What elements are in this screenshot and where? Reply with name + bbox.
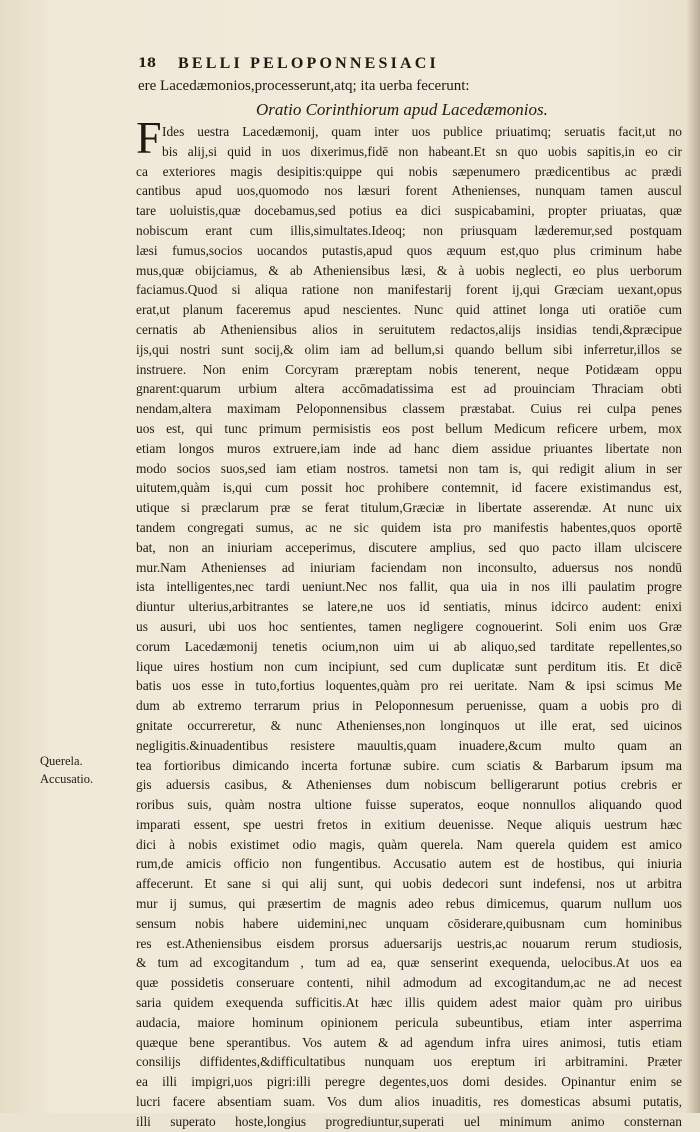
text-line: mus,quæ obijciamus, & ab Atheniensibus læsi, & à uobis neglecti, eo plus uerborum bbox=[136, 262, 682, 278]
text-line: imparati essent, spe uestri fretos in exitium deuenisse. Neque aliquis uestrum hæc bbox=[136, 816, 682, 832]
text-line: illi superato hoste,longius progrediuntur,superati uel minimum animo consternan bbox=[136, 1113, 682, 1129]
text-line: tare uoluistis,quæ docebamus,sed potius ea dici suspicabamini, propter priuatas, quæ bbox=[136, 203, 682, 219]
text-line: nendam,altera maximam Peloponnensibus classem præstabat. Cuius rei culpa penes bbox=[136, 401, 682, 417]
text-line: bis alij,si quid in uos dixerimus,fidē non habeant.Et sn quo uobis sapitis,in eo cir bbox=[162, 143, 682, 159]
text-line: tandem congregati sumus, ac ne sic quidem ista pro manifestis habentes,quos oportē bbox=[136, 519, 682, 535]
text-line: Ides uestra Lacedæmonij, quam inter uos publice priuatimq; seruatis facit,ut no bbox=[162, 124, 682, 139]
text-line: lucri facere absentiam suam. Vos dum alios inuaditis, res domesticas absumi putatis, bbox=[136, 1094, 682, 1110]
page-number: 18 bbox=[138, 56, 157, 71]
text-line: instruere. Non enim Corcyram præreptam nobis tenerent, neque Potidæam oppu bbox=[136, 361, 682, 377]
margin-notes bbox=[40, 752, 132, 788]
text-line: lique uires hostium non cum incipiunt, sed cum duplicatæ sunt perditum itis. Et dicē bbox=[136, 658, 682, 674]
text-line: affecerunt. Et sane si qui alij sunt, qui uobis dedecori sunt indefensi, nos ut arbitra bbox=[136, 876, 682, 892]
text-line: faciamus.Quod si aliqua ratione non manifestarij forent ij,qui Græciam uexant,opus bbox=[136, 282, 682, 298]
text-line: corum Lacedæmonij tenetis ocium,non uim ui ab aliquo,sed tarditate repellentes,so bbox=[136, 638, 682, 654]
text-line: cantibus apud uos,quomodo nos læsuri forent Athenienses, nunquam tamen auscul bbox=[136, 183, 682, 199]
text-line: & tum ad excogitandum , tum ad ea, quæ senserint exequenda, uelocibus.At uos ea bbox=[136, 955, 682, 971]
page-gutter-shadow bbox=[686, 0, 700, 1113]
text-line: roribus suis, quàm nostra ultione fuisse superatos, eoque nonnullos aliquando quod bbox=[136, 797, 682, 813]
text-line: gnitate occurreretur, & nunc Athenienses,non longinquos ut ille erat, sed uicinos bbox=[136, 717, 682, 733]
running-title: BELLI PELOPONNESIACI bbox=[178, 55, 439, 72]
text-line: nobiscum erant cum illis,simultates.Ideoq; non priusquam læderemur,sed postquam bbox=[136, 222, 682, 238]
text-line: gnarent:quarum urbium altera accōmadatissima est ad prouinciam Thraciam obti bbox=[136, 381, 682, 397]
text-line: dum ab extremo terrarum prius in Peloponnesum peruenisse, quam a uobis pro di bbox=[136, 698, 682, 714]
text-line: dici à nobis existimet odio magis, quàm querela. Nam querela quidem est amico bbox=[136, 836, 682, 852]
drop-cap: F bbox=[136, 112, 162, 163]
text-line: consilijs diffidentes,&difficultatibus nunquam uos ereptum iri arbitramini. Præter bbox=[136, 1054, 682, 1070]
page-header bbox=[138, 56, 678, 78]
text-line: ijs,qui nostri sunt socij,& olim iam ad bellum,si quando bellum sibi inferretur,illos se bbox=[136, 341, 682, 357]
text-line: us ausuri, ubi uos hoc sentientes, tamen negligere cognouerint. Soli enim uos Græ bbox=[136, 618, 682, 634]
text-line: cernatis ab Atheniensibus alios in seruitutem redactos,alijs insidias tendi,&præcipue bbox=[136, 321, 682, 337]
oration-heading: Oratio Corinthiorum apud Lacedæmonios. bbox=[256, 100, 548, 119]
text-line: negligitis.&inuadentibus resistere mauultis,quam inuadere,&cum multo quam an bbox=[136, 737, 682, 753]
text-line: mur.Nam Athenienses ad iniuriam faciendam non inconsulto, aduersus nos nondū bbox=[136, 559, 682, 575]
text-line: etiam longos muros extruere,iam inde ad hanc diem assidue priuantes libertate non bbox=[136, 440, 682, 456]
text-line: quæ possidetis conseruare contenti, nihil admodum ad excogitandum,ac ne ad necest bbox=[136, 975, 682, 991]
body-text bbox=[136, 122, 682, 1132]
text-line: quæque bene sperantibus. Vos autem & ad agendum infra uires animosi, tutis etiam bbox=[136, 1034, 682, 1050]
text-line: ista intelligentes,nec tardi ueniunt.Nec nos fallit, qua uia in nos illi paulatim progre bbox=[136, 579, 682, 595]
text-line: bat, non an iniuriam acceperimus, discutere amplius, sed quo pacto illam ulciscere bbox=[136, 539, 682, 555]
text-line: tea fortioribus dimicando incerta fortunæ subire. cum sciatis & Barbarum ipsum ma bbox=[136, 757, 682, 773]
text-line: erat,ut planum faceremus apud nescientes. Nunc quid attinet longa uti oratiōe cum bbox=[136, 302, 682, 318]
text-line: uitutem,quàm is,qui cum possit hoc prohibere contemnit, id facere existimandus est, bbox=[136, 480, 682, 496]
text-line: audacia, maiore hominum opinionem pericula subeuntibus, etiam inter asperrima bbox=[136, 1014, 682, 1030]
margin-note-accusatio: Accusatio. bbox=[40, 772, 94, 786]
text-line: diuntur ulterius,arbitrantes se latere,ne uos id sentiatis, minus idcirco audent: enixi bbox=[136, 599, 682, 615]
text-line: læsi fumus,socios uocandos putastis,apud quos æquum est,quo plus criminum habe bbox=[136, 242, 682, 258]
text-line: rum,de amicis officio non fungentibus. Accusatio autem est de hostibus, qui iniuria bbox=[136, 856, 682, 872]
text-line: modo socios suos,sed iam etiam nostros. tametsi non tam is, qui redigit alium in ser bbox=[136, 460, 682, 476]
text-line: saria quidem exequenda sufficitis.At hæc illis quidem adest maior quàm pro uiribus bbox=[136, 995, 682, 1011]
text-line: utique si præclarum præ se ferat titulum,Græciæ in libertate asserendæ. At nunc uix bbox=[136, 500, 682, 516]
text-line: mur ij sumus, qui præsertim de magnis adeo rebus dimicemus, quarum nullum uos bbox=[136, 896, 682, 912]
text-line: res est.Atheniensibus eisdem prorsus aduersarijs uestris,ac nouarum rerum studiosis, bbox=[136, 935, 682, 951]
text-line: ea illi impigri,uos pigri:illi peregre degentes,uos domi desides. Opinantur enim se bbox=[136, 1074, 682, 1090]
intro-line: ere Lacedæmonios,processerunt,atq; ita uerba fecerunt: bbox=[138, 78, 470, 94]
text-line: gis aduersis casibus, & Athenienses dum nobiscum belligerarunt potius crebris er bbox=[136, 777, 682, 793]
text-line: sensum nobis habere uidemini,nec unquam cōsiderare,quibusnam cum hominibus bbox=[136, 915, 682, 931]
margin-note-querela: Querela. bbox=[40, 754, 83, 768]
text-line: uos est, qui tunc primum permisistis eos post bellum Medicum reficere urbem, mox bbox=[136, 420, 682, 436]
text-line: batis uos esse in tuto,fortius loquentes,quàm pro rei ueritate. Nam & ipsi scimus Me bbox=[136, 678, 682, 694]
text-line: ca exteriores magis desipitis:quippe qui nobis sæpenumero prædicentibus ac prædi bbox=[136, 163, 682, 179]
